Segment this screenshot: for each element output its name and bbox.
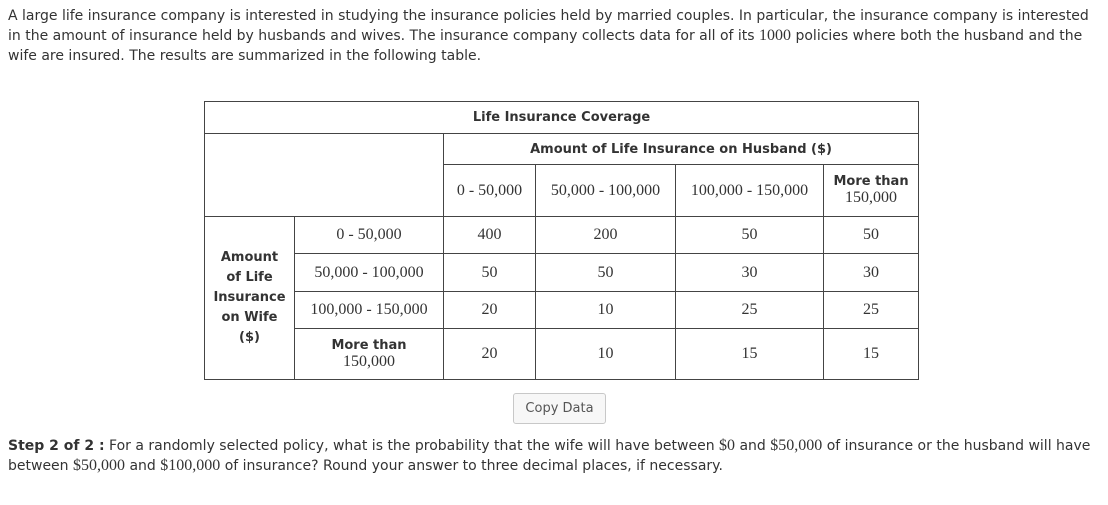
empty-corner-cell: [205, 134, 444, 217]
cell-r3-c2: 10: [536, 292, 676, 329]
cell-r3-c3: 25: [676, 292, 824, 329]
cell-r2-c3: 30: [676, 254, 824, 292]
step-text-1: For a randomly selected policy, what is the probability that the wife will have between: [104, 438, 720, 454]
cell-r3-c4: 25: [824, 292, 919, 329]
wife-label-line-1: Amount: [220, 250, 279, 265]
wife-label-line-5: ($): [239, 330, 260, 345]
wife-label-line-4: on Wife: [221, 310, 278, 325]
husband-col-3: 100,000 - 150,000: [676, 165, 824, 217]
wife-row-3-label: 100,000 - 150,000: [295, 292, 444, 329]
insurance-table: [204, 101, 919, 380]
cell-r1-c1: 400: [444, 217, 536, 254]
wife-row-4-line1: More than: [331, 337, 407, 353]
step-label: Step 2 of 2 :: [8, 438, 105, 454]
wife-row-2-label: 50,000 - 100,000: [295, 254, 444, 292]
cell-r2-c2: 50: [536, 254, 676, 292]
wife-row-4-label: [295, 329, 444, 380]
husband-col-4: [824, 165, 919, 217]
step-text-5: of insurance? Round your answer to three decimal places, if necessary.: [220, 458, 723, 474]
husband-col-2: 50,000 - 100,000: [536, 165, 676, 217]
wife-label-line-3: Insurance: [213, 290, 286, 305]
husband-header: Amount of Life Insurance on Husband ($): [444, 134, 919, 165]
step-text-3: of insurance or the husband will have between: [8, 438, 1091, 474]
intro-policy-count: 1000: [759, 27, 792, 44]
husband-col-1: 0 - 50,000: [444, 165, 536, 217]
cell-r4-c3: 15: [676, 329, 824, 380]
step-text-2: and: [735, 438, 771, 454]
intro-text-2: policies where both the husband and the wife are insured. The results are summarized in the following table.: [8, 28, 1083, 64]
cell-r1-c4: 50: [824, 217, 919, 254]
cell-r4-c1: 20: [444, 329, 536, 380]
step-value-2: $50,000: [770, 437, 823, 454]
table-title: Life Insurance Coverage: [205, 102, 919, 134]
husband-col-4-line1: More than: [833, 174, 909, 189]
step-value-3: $50,000: [73, 457, 125, 474]
cell-r2-c4: 30: [824, 254, 919, 292]
cell-r2-c1: 50: [444, 254, 536, 292]
husband-col-4-line2: 150,000: [845, 189, 898, 206]
step-value-1: $0: [719, 437, 736, 454]
copy-data-button[interactable]: Copy Data: [513, 393, 606, 424]
step-value-4: $100,000: [160, 457, 221, 474]
wife-row-1-label: 0 - 50,000: [295, 217, 444, 254]
cell-r3-c1: 20: [444, 292, 536, 329]
step-text-4: and: [125, 458, 161, 474]
cell-r4-c4: 15: [824, 329, 919, 380]
intro-paragraph: [8, 6, 1103, 66]
wife-row-label: [205, 217, 295, 380]
wife-label-line-2: of Life: [226, 270, 273, 285]
intro-text-1: A large life insurance company is interested in studying the insurance policies held by married couples. In particular, the insurance company is interested in the amount of insurance held by husbands and wives. The insurance company collects data for all of its: [8, 8, 1089, 44]
cell-r1-c3: 50: [676, 217, 824, 254]
cell-r4-c2: 10: [536, 329, 676, 380]
cell-r1-c2: 200: [536, 217, 676, 254]
wife-row-4-line2: 150,000: [343, 352, 395, 370]
step-question: [8, 436, 1103, 476]
